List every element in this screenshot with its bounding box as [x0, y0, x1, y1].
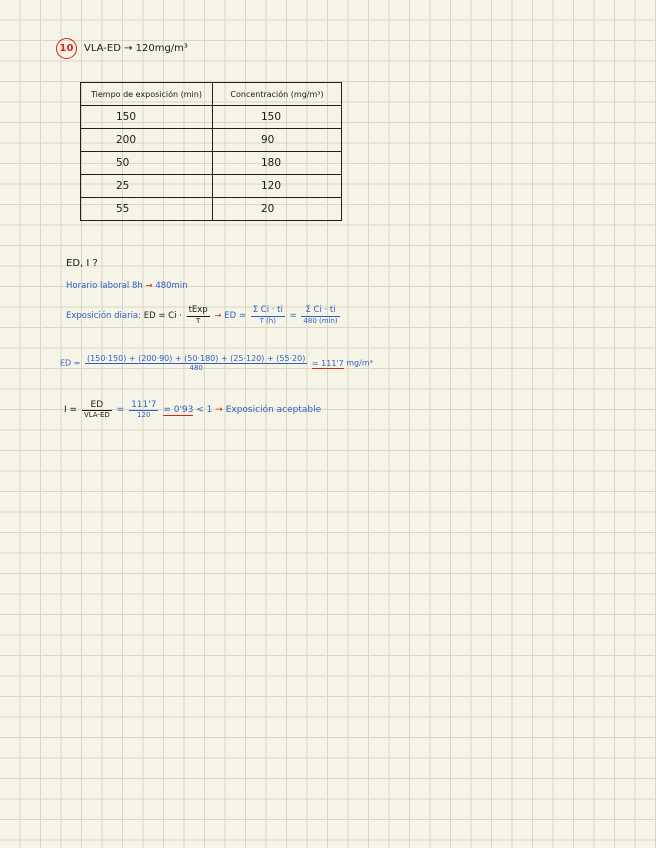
- index-prefix: I =: [64, 405, 78, 416]
- equals-sign: =: [116, 405, 125, 416]
- table-row: [81, 198, 342, 221]
- table-row: [81, 175, 342, 198]
- ed-equals: ED =: [224, 310, 246, 321]
- ed-prefix: ED =: [60, 358, 81, 368]
- fraction-sum-over-480: [301, 306, 339, 325]
- daily-exposure-label: Exposición diaria:: [66, 310, 142, 321]
- less-than-one: < 1: [196, 405, 213, 416]
- cell-time: 50: [81, 152, 213, 175]
- cell-concentration: 20: [213, 198, 342, 221]
- ed-result: = 111'7: [311, 358, 344, 368]
- index-result: = 0'93: [163, 405, 194, 416]
- table-row: [81, 106, 342, 129]
- exposure-index-calculation: [64, 400, 321, 419]
- ed-numerator: (150·150) + (200·90) + (50·180) + (25·120) + (55·20): [87, 354, 306, 363]
- right-arrow-icon: →: [214, 310, 222, 321]
- cell-time: 150: [81, 106, 213, 129]
- cell-concentration: 180: [213, 152, 342, 175]
- right-arrow-icon: →: [215, 405, 223, 416]
- ed-calculation: [60, 354, 373, 372]
- fraction-numerator: Σ Ci · ti: [252, 305, 283, 315]
- cell-concentration: 120: [213, 175, 342, 198]
- conclusion-text: Exposición aceptable: [225, 405, 322, 416]
- fraction-numerator: tExp: [188, 305, 208, 315]
- cell-concentration: 150: [213, 106, 342, 129]
- work-schedule-minutes: 480min: [155, 281, 188, 291]
- index-fraction-values: [129, 400, 158, 419]
- fraction-sum-over-t: [251, 306, 285, 325]
- cell-time: 55: [81, 198, 213, 221]
- table-header-row: [81, 83, 342, 106]
- problem-number-badge: [56, 38, 77, 59]
- right-arrow-icon: →: [145, 281, 153, 291]
- work-schedule-text: Horario laboral 8h: [66, 281, 143, 291]
- fraction-texp-over-t: [187, 306, 210, 325]
- table-row: [81, 129, 342, 152]
- column-header-time: Tiempo de exposición (min): [81, 83, 213, 106]
- problem-heading: VLA-ED → 120mg/m³: [84, 43, 188, 54]
- column-header-concentration: Concentración (mg/m³): [213, 83, 342, 106]
- ed-fraction: [85, 354, 307, 372]
- equals-sign: =: [289, 310, 297, 321]
- ed-unit: mg/m³: [346, 358, 373, 368]
- exposure-table: [80, 82, 342, 221]
- fraction-numerator: 111'7: [131, 400, 157, 410]
- ed-denominator: 480: [189, 364, 203, 373]
- fraction-denominator: T (h): [259, 316, 276, 325]
- fraction-denominator: T: [196, 316, 201, 325]
- cell-concentration: 90: [213, 129, 342, 152]
- fraction-numerator: Σ Ci · ti: [301, 306, 339, 317]
- problem-number: 10: [59, 43, 74, 54]
- index-fraction-ed-over-vla: [82, 400, 112, 419]
- cell-time: 25: [81, 175, 213, 198]
- table-row: [81, 152, 342, 175]
- fraction-denominator: 480 (min): [303, 316, 338, 325]
- fraction-denominator: 120: [137, 411, 151, 420]
- daily-exposure-formula: [66, 306, 342, 325]
- work-schedule-line: [66, 281, 188, 291]
- formula-left: ED = Ci ·: [143, 310, 182, 321]
- fraction-denominator: VLA-ED: [83, 411, 110, 420]
- fraction-numerator: ED: [82, 400, 112, 411]
- question-text: ED, I ?: [66, 258, 98, 269]
- cell-time: 200: [81, 129, 213, 152]
